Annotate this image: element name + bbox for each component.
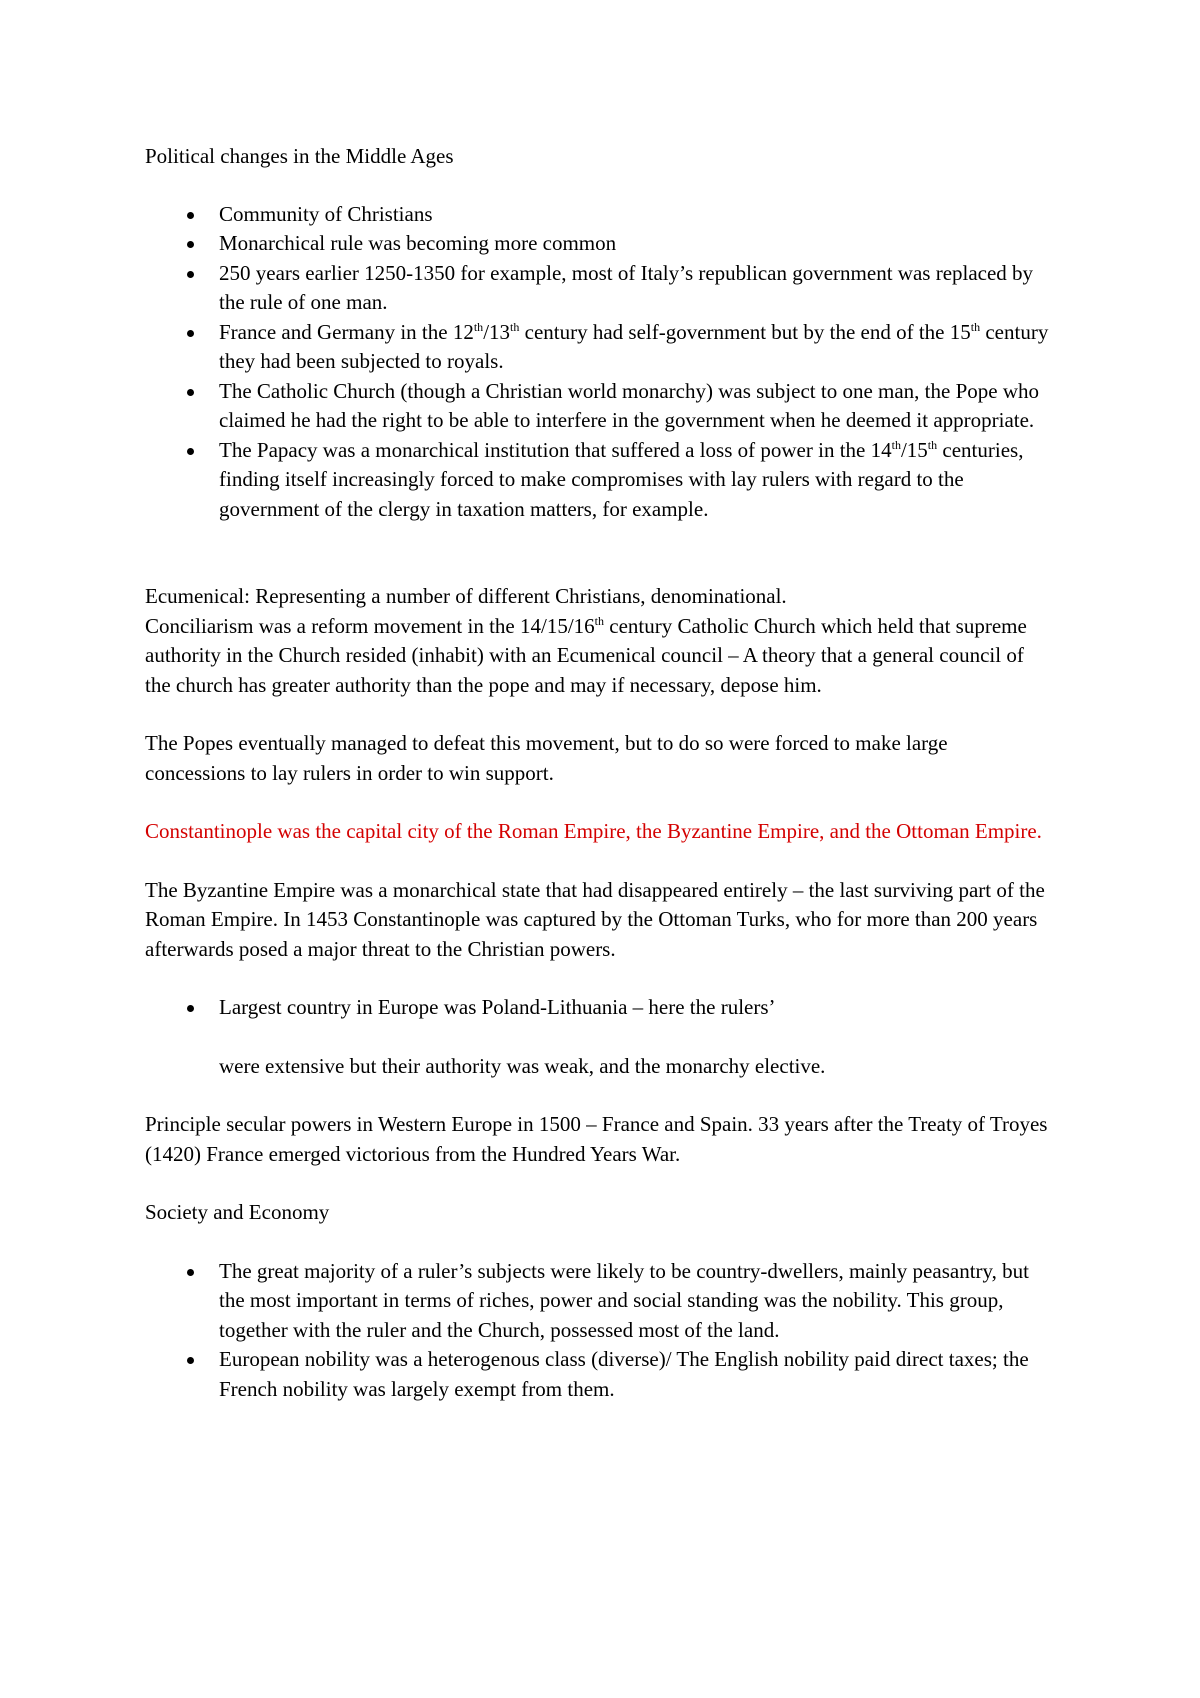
spacer [145,1023,1050,1052]
spacer [145,700,1050,729]
list-item: The great majority of a ruler’s subjects were likely to be country-dwellers, mainly peasantry, but the most important in terms of riches, power and social standing was the nobility. This group, together with the ruler and the Church, possessed most of the land. [145,1257,1050,1346]
society-bullet-list [145,1257,1050,1405]
list-item-poland: Largest country in Europe was Poland-Lithuania – here the rulers’ [145,993,1050,1023]
spacer [145,1081,1050,1110]
spacer [145,964,1050,993]
list-item: European nobility was a heterogenous class (diverse)/ The English nobility paid direct taxes; the French nobility was largely exempt from them. [145,1345,1050,1404]
conciliarism-paragraph: Conciliarism was a reform movement in the 14/15/16th century Catholic Church which held that supreme authority in the Church resided (inhabit) with an Ecumenical council – A theory that a general council of the church has greater authority than the pope and may if necessary, depose him. [145,613,1027,697]
list-item: Community of Christians [145,200,1050,230]
spacer [145,788,1050,817]
ecumenical-definition: Ecumenical: Representing a number of different Christians, denominational. [145,584,787,608]
society-heading: Society and Economy [145,1200,330,1224]
principle-paragraph: Principle secular powers in Western Europe in 1500 – France and Spain. 33 years after the Treaty of Troyes (1420) France emerged victorious from the Hundred Years War. [145,1112,1048,1166]
document-title: Political changes in the Middle Ages [145,144,454,168]
list-item-france-germany: France and Germany in the 12th/13th century had self-government but by the end of the 15th century they had been subjected to royals. [145,318,1050,377]
spacer [145,847,1050,876]
political-bullet-list [145,200,1050,525]
byzantine-paragraph: The Byzantine Empire was a monarchical state that had disappeared entirely – the last surviving part of the Roman Empire. In 1453 Constantinople was captured by the Ottoman Turks, who for more than 200 years afterwards posed a major threat to the Christian powers. [145,877,1045,961]
popes-paragraph: The Popes eventually managed to defeat this movement, but to do so were forced to make large concessions to lay rulers in order to win support. [145,731,948,785]
poland-bullet-list [145,993,1050,1023]
spacer [145,524,1050,582]
list-item: The Catholic Church (though a Christian world monarchy) was subject to one man, the Pope who claimed he had the right to be able to interfere in the government when he deemed it appropriate. [145,377,1050,436]
list-item-papacy: The Papacy was a monarchical institution that suffered a loss of power in the 14th/15th centuries, finding itself increasingly forced to make compromises with lay rulers with regard to the government of the clergy in taxation matters, for example. [145,436,1050,525]
list-item: 250 years earlier 1250-1350 for example, most of Italy’s republican government was replaced by the rule of one man. [145,259,1050,318]
poland-continuation: were extensive but their authority was weak, and the monarchy elective. [219,1053,826,1078]
spacer [145,1228,1050,1257]
constantinople-highlight: Constantinople was the capital city of the Roman Empire, the Byzantine Empire, and the Ottoman Empire. [145,819,1042,843]
list-item: Monarchical rule was becoming more common [145,229,1050,259]
spacer [145,1169,1050,1198]
